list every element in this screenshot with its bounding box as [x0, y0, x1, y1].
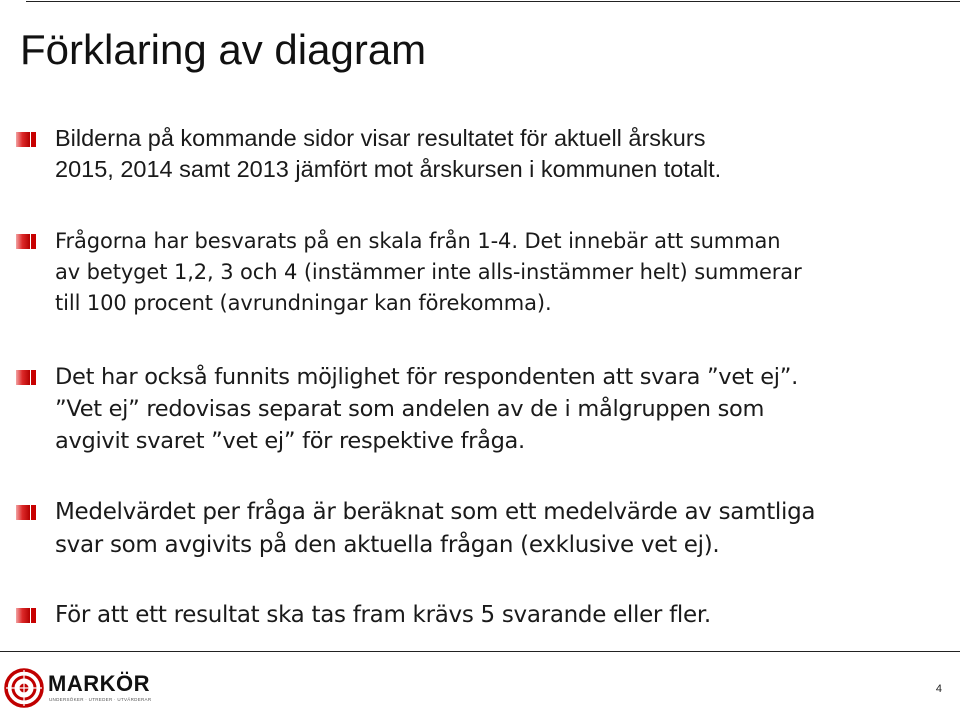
bullet-line: Det har också funnits möjlighet för respondenten att svara ”vet ej”. — [55, 364, 798, 390]
bullet-line: För att ett resultat ska tas fram krävs 5 svarande eller fler. — [55, 602, 711, 628]
bullet-line: Medelvärdet per fråga är beräknat som ett medelvärde av samtliga — [55, 499, 816, 525]
footer-divider — [0, 651, 960, 652]
bullet-line: Bilderna på kommande sidor visar resultatet för aktuell årskurs — [55, 125, 706, 151]
markor-logo — [4, 664, 154, 712]
bullet-marker-icon — [16, 370, 36, 385]
slide-title: Förklaring av diagram — [20, 26, 427, 73]
top-divider — [26, 1, 960, 2]
target-rings-icon — [4, 664, 48, 712]
bullet-marker-icon — [16, 505, 36, 520]
bullet-line: avgivit svaret ”vet ej” för respektive fråga. — [55, 428, 525, 454]
bullet-line: av betyget 1,2, 3 och 4 (instämmer inte alls-instämmer helt) summerar — [55, 260, 802, 284]
bullet-marker-icon — [16, 608, 36, 623]
bullet-marker-icon — [16, 234, 36, 249]
bullet-marker-icon — [16, 132, 36, 147]
bullet-line: svar som avgivits på den aktuella frågan (exklusive vet ej). — [55, 532, 720, 558]
logo-wordmark: MARKÖR — [48, 671, 150, 696]
bullet-line: ”Vet ej” redovisas separat som andelen av de i målgruppen som — [55, 396, 765, 422]
bullet-line: till 100 procent (avrundningar kan förekomma). — [55, 291, 552, 315]
page-number: 4 — [935, 683, 942, 695]
logo-tagline: UNDERSÖKER · UTREDER · UTVÄRDERAR — [49, 697, 152, 702]
bullet-line: 2015, 2014 samt 2013 jämfört mot årskursen i kommunen totalt. — [55, 156, 722, 182]
bullet-line: Frågorna har besvarats på en skala från 1-4. Det innebär att summan — [55, 229, 781, 253]
